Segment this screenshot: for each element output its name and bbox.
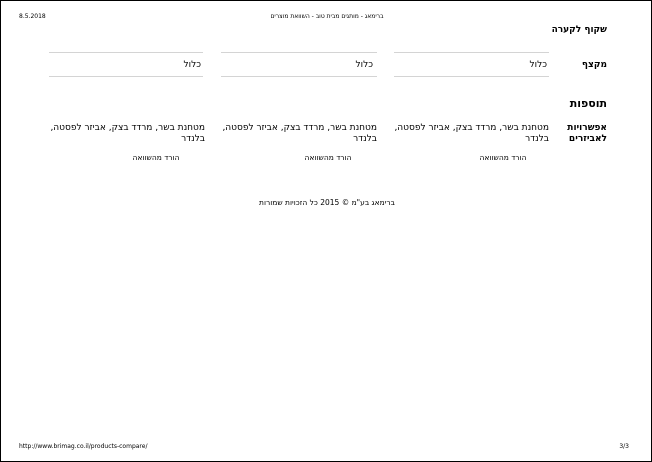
print-date: 8.5.2018 — [19, 13, 46, 20]
print-url: http://www.brimag.co.il/products-compare/ — [19, 443, 148, 450]
page-number: 3/3 — [619, 443, 629, 450]
accessories-value-2: מטחנת בשר, מרדד בצק, אביזר לפסטה, בלנדר — [222, 123, 377, 144]
section-title-extras: תוספות — [569, 97, 607, 110]
accessories-value-1: מטחנת בשר, מרדד בצק, אביזר לפסטה, בלנדר — [394, 123, 549, 144]
row-divider — [221, 76, 377, 77]
remove-from-compare-link-1[interactable]: הורד מהשוואה — [479, 153, 527, 162]
print-page-title: ברימאג - מותגים מבית טוב - השוואת מוצרים — [270, 13, 384, 20]
row-divider — [394, 76, 549, 77]
row-label-mixer: מקצף — [581, 60, 607, 70]
row-divider — [49, 52, 203, 53]
copyright-notice: ברימאג בע"מ © 2015 כל הזכויות שמורות — [259, 198, 395, 207]
mixer-value-1: כלול — [529, 60, 547, 70]
row-label-accessories: אפשרויות לאביזרים — [567, 123, 607, 144]
remove-from-compare-link-3[interactable]: הורד מהשוואה — [132, 153, 180, 162]
row-divider — [394, 52, 549, 53]
mixer-value-2: כלול — [355, 60, 373, 70]
row-label-bowl: שקוף לקערה — [551, 25, 607, 35]
row-divider — [49, 76, 203, 77]
accessories-value-3: מטחנת בשר, מרדד בצק, אביזר לפסטה, בלנדר — [50, 123, 205, 144]
row-divider — [221, 52, 377, 53]
mixer-value-3: כלול — [183, 60, 201, 70]
remove-from-compare-link-2[interactable]: הורד מהשוואה — [304, 153, 352, 162]
